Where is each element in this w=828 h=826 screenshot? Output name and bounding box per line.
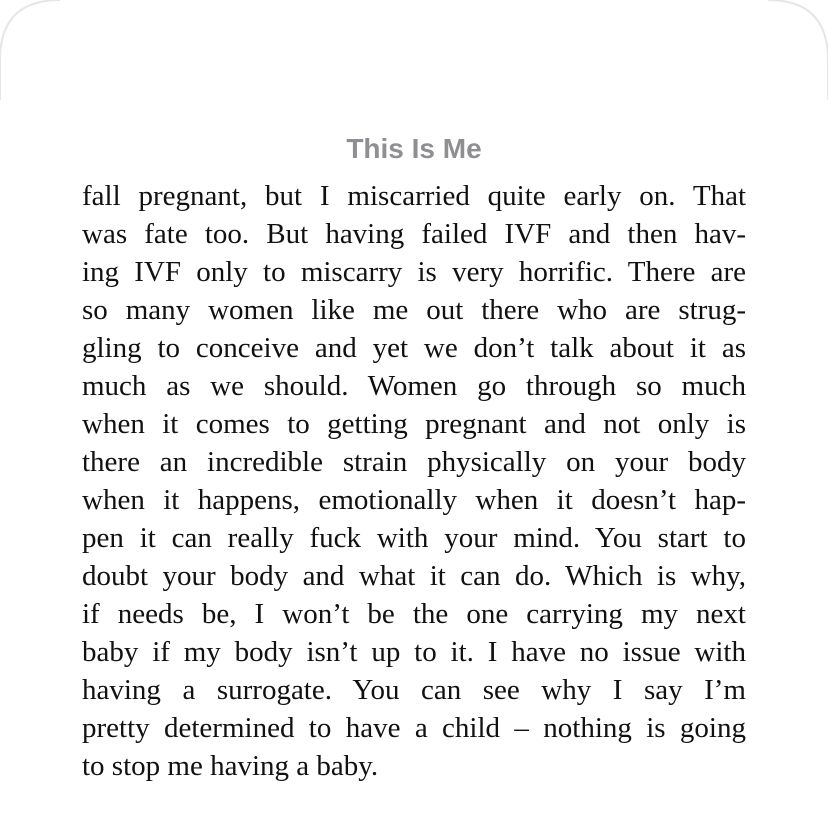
text-line: much as we should. Women go through so much [82,370,746,402]
text-line: so many women like me out there who are strug- [82,294,746,326]
text-line: when it comes to getting pregnant and not only is [82,408,746,440]
text-line: there an incredible strain physically on your body [82,446,746,478]
text-line-last: to stop me having a baby. [82,750,379,782]
text-line: ing IVF only to miscarry is very horrific. There are [82,256,746,288]
page-body-text [82,177,746,785]
text-line: if needs be, I won’t be the one carrying my next [82,598,746,630]
text-line: gling to conceive and yet we don’t talk about it as [82,332,746,364]
text-line: pen it can really fuck with your mind. You start to [82,522,746,554]
text-line: doubt your body and what it can do. Which is why, [82,560,746,592]
screen-corner-shading [0,0,828,140]
text-line: baby if my body isn’t up to it. I have no issue with [82,636,746,668]
text-line: having a surrogate. You can see why I say I’m [82,674,746,706]
text-line: was fate too. But having failed IVF and then hav- [82,218,746,250]
book-title: This Is Me [346,133,482,164]
text-line: fall pregnant, but I miscarried quite early on. That [82,180,746,212]
text-line: pretty determined to have a child – nothing is going [82,712,746,744]
text-line: when it happens, emotionally when it doesn’t hap- [82,484,746,516]
